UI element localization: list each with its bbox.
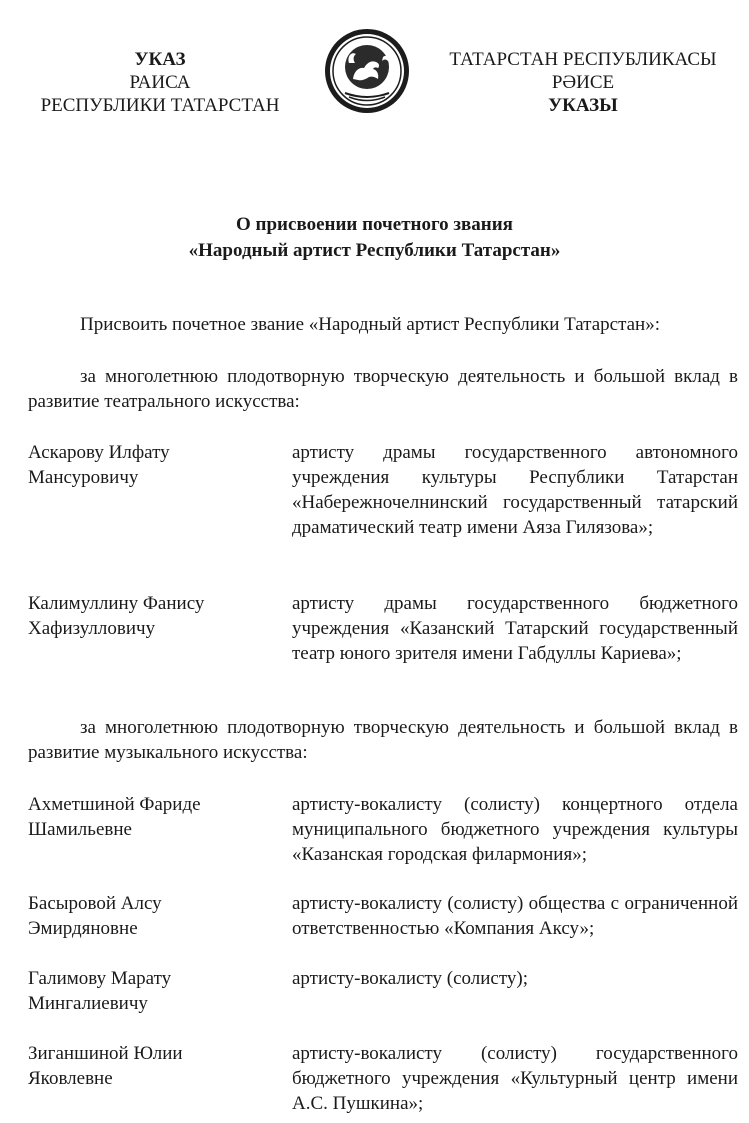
awardee-surname-firstname: Зиганшиной Юлии [28,1043,183,1064]
awardee-surname-firstname: Басыровой Алсу [28,893,162,914]
awardee-name [28,966,268,1016]
header-russian-line2: РАИСА [129,72,191,93]
section-heading-theatre: за многолетнюю плодотворную творческую деятельность и большой вклад в развитие театрального искусства: [28,366,738,412]
awardee-name [28,591,268,641]
awardee-surname-firstname: Галимову Марату [28,968,172,989]
awardee-name [28,792,268,842]
header-russian [20,48,300,117]
header-tatar [428,48,738,117]
header-russian-line3: РЕСПУБЛИКИ ТАТАРСТАН [40,95,280,116]
awardee-patronymic: Хафизулловичу [28,618,156,639]
document-title [0,212,749,264]
section-heading-music: за многолетнюю плодотворную творческую деятельность и большой вклад в развитие музыкального искусства: [28,717,738,763]
awardee-name [28,891,268,941]
awardee-name [28,440,268,490]
title-line1: О присвоении почетного звания [236,214,513,235]
awardee-description: артисту драмы государственного бюджетного учреждения «Казанский Татарский государственный театр юного зрителя имени Габдуллы Кариева»; [292,593,738,664]
awardee-description: артисту-вокалисту (солисту) концертного отдела муниципального бюджетного учреждения культуры «Казанская городская филармония»; [292,794,738,865]
awardee-patronymic: Мансуровичу [28,467,139,488]
header-russian-line1: УКАЗ [134,49,186,70]
awardee-description: артисту драмы государственного автономного учреждения культуры Республики Татарстан «Набережночелнинский государственный татарский драматический театр имени Аяза Гилязова»; [292,442,738,538]
intro-paragraph: Присвоить почетное звание «Народный артист Республики Татарстан»: [80,314,661,335]
awardee-surname-firstname: Ахметшиной Фариде [28,794,201,815]
awardee-patronymic: Мингалиевичу [28,993,148,1014]
header-tatar-line2: РӘИСЕ [551,72,615,93]
awardee-surname-firstname: Аскарову Илфату [28,442,170,463]
awardee-description: артисту-вокалисту (солисту); [292,968,528,989]
title-line2: «Народный артист Республики Татарстан» [188,240,561,261]
awardee-patronymic: Яковлевне [28,1068,113,1089]
awardee-name [28,1041,268,1091]
header-tatar-line3: УКАЗЫ [548,95,618,116]
awardee-patronymic: Шамильевне [28,819,132,840]
awardee-patronymic: Эмирдяновне [28,918,138,939]
tatarstan-coat-of-arms-icon [323,27,411,115]
awardee-description: артисту-вокалисту (солисту) общества с ограниченной ответственностью «Компания Аксу»; [292,893,738,939]
header-tatar-line1: ТАТАРСТАН РЕСПУБЛИКАСЫ [449,49,717,70]
awardee-description: артисту-вокалисту (солисту) государственного бюджетного учреждения «Культурный центр имени А.С. Пушкина»; [292,1043,738,1114]
awardee-surname-firstname: Калимуллину Фанису [28,593,205,614]
